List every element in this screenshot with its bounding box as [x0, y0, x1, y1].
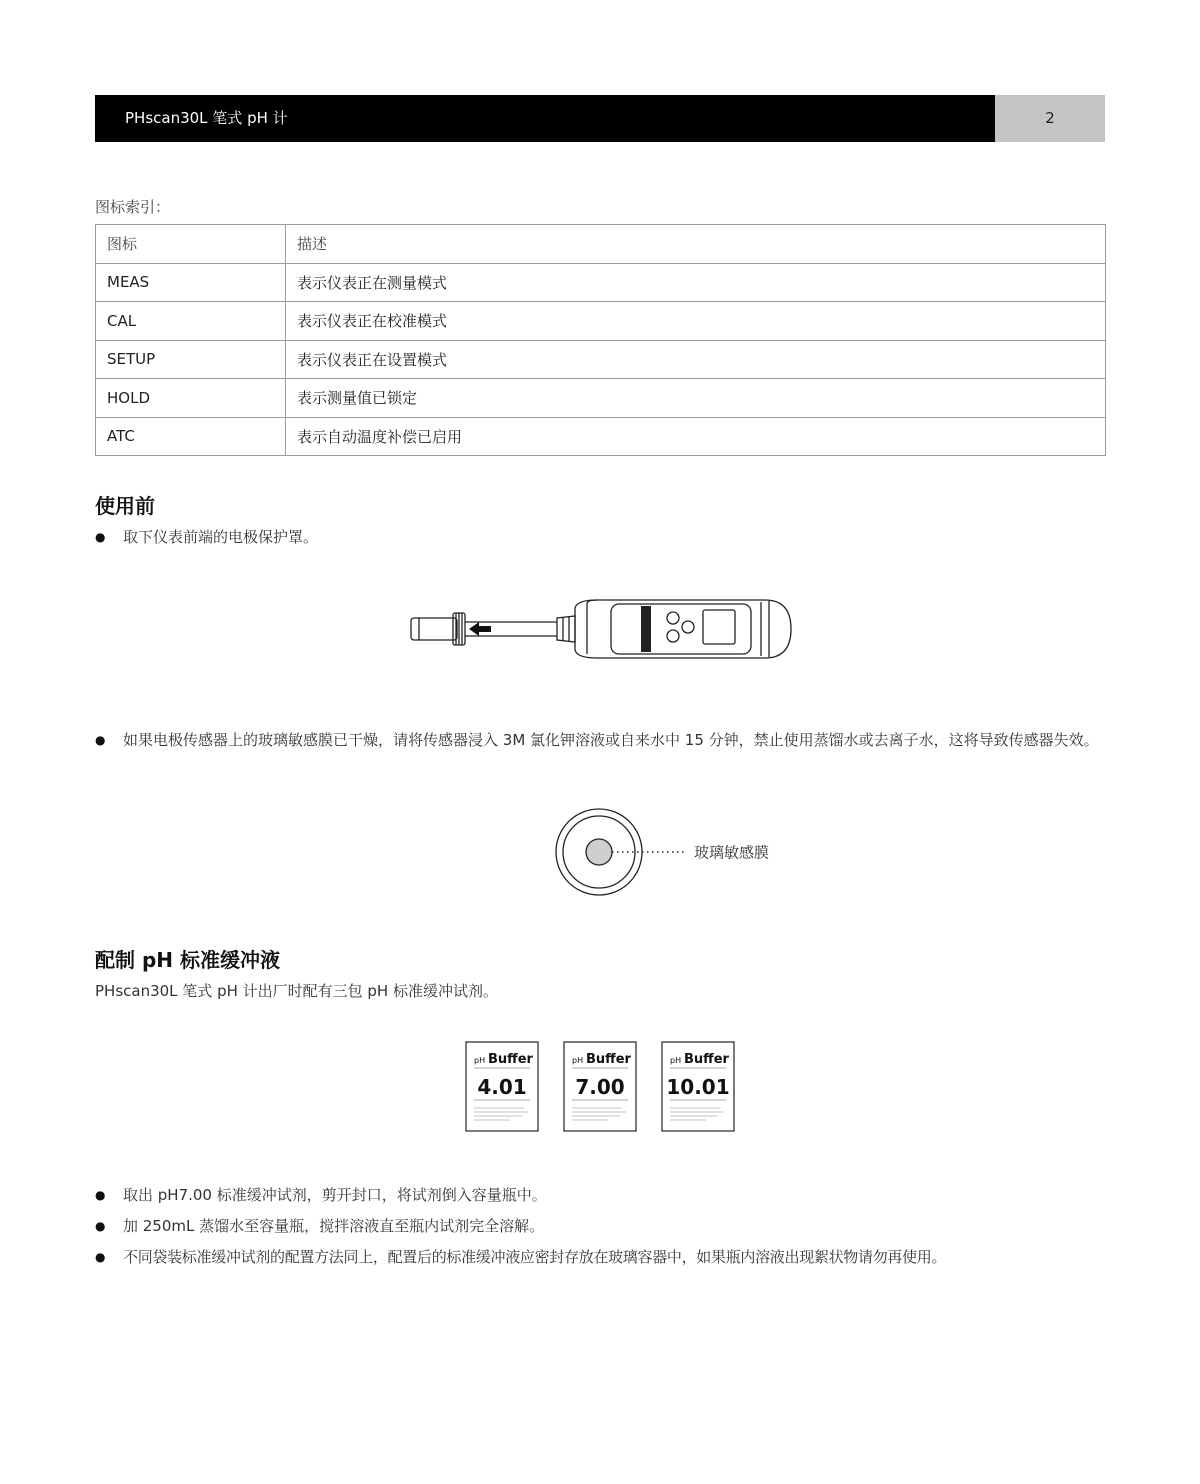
bullet-icon: ●: [95, 530, 106, 544]
bullet-icon: ●: [95, 1250, 106, 1264]
bullet-text: 不同袋装标准缓冲试剂的配置方法同上，配置后的标准缓冲液应密封存放在玻璃容器中，如果瓶内溶液出现絮状物请勿再使用。: [123, 1248, 947, 1266]
icon-code-cell: CAL: [96, 302, 286, 341]
icon-description-cell: 表示仪表正在测量模式: [286, 263, 1106, 302]
buffer-intro: PHscan30L 笔式 pH 计出厂时配有三包 pH 标准缓冲试剂。: [95, 982, 498, 1000]
packet-value: 10.01: [666, 1075, 730, 1099]
bullet-text: 取下仪表前端的电极保护罩。: [123, 528, 319, 546]
list-item: [95, 1211, 1107, 1241]
ph-pen-illustration: [405, 596, 795, 662]
page-header: [95, 95, 1105, 142]
icon-index-table: [95, 224, 1106, 456]
column-header-description: 描述: [286, 225, 1106, 264]
icon-description-cell: 表示自动温度补偿已启用: [286, 417, 1106, 456]
table-row: [96, 417, 1106, 456]
icon-code-cell: HOLD: [96, 379, 286, 418]
list-item: [95, 725, 1107, 755]
bullet-icon: ●: [95, 1188, 106, 1202]
before-use-heading: 使用前: [95, 494, 155, 518]
icon-description-cell: 表示测量值已锁定: [286, 379, 1106, 418]
icon-code-cell: MEAS: [96, 263, 286, 302]
list-item: [95, 1180, 1107, 1210]
table-row: [96, 302, 1106, 341]
glass-membrane-illustration: [552, 806, 802, 898]
packet-name: Buffer: [488, 1052, 533, 1067]
buffer-packets-illustration: [462, 1040, 742, 1136]
membrane-label: 玻璃敏感膜: [694, 843, 770, 862]
icon-code-cell: SETUP: [96, 340, 286, 379]
icon-description-cell: 表示仪表正在设置模式: [286, 340, 1106, 379]
packet-name: Buffer: [684, 1052, 729, 1067]
header-title: PHscan30L 笔式 pH 计: [95, 95, 995, 142]
icon-description-cell: 表示仪表正在校准模式: [286, 302, 1106, 341]
bullet-text: 加 250mL 蒸馏水至容量瓶，搅拌溶液直至瓶内试剂完全溶解。: [123, 1217, 545, 1235]
packet-prefix: pH: [474, 1056, 486, 1065]
icon-index-caption: 图标索引：: [95, 198, 171, 216]
buffer-packet: [564, 1042, 636, 1131]
packet-value: 7.00: [575, 1075, 625, 1099]
page-number: 2: [995, 95, 1105, 142]
table-row: [96, 263, 1106, 302]
bullet-icon: ●: [95, 733, 106, 747]
column-header-icon: 图标: [96, 225, 286, 264]
bullet-text: 如果电极传感器上的玻璃敏感膜已干燥，请将传感器浸入 3M 氯化钾溶液或自来水中 15 分钟，禁止使用蒸馏水或去离子水，这将导致传感器失效。: [123, 731, 1099, 749]
packet-name: Buffer: [586, 1052, 631, 1067]
table-header-row: [96, 225, 1106, 264]
list-item: [95, 1242, 1107, 1272]
buffer-packet: [466, 1042, 538, 1131]
buffer-heading: 配制 pH 标准缓冲液: [95, 948, 280, 972]
bullet-text: 取出 pH7.00 标准缓冲试剂，剪开封口，将试剂倒入容量瓶中。: [123, 1186, 547, 1204]
icon-code-cell: ATC: [96, 417, 286, 456]
packet-prefix: pH: [572, 1056, 584, 1065]
buffer-packet: [662, 1042, 734, 1131]
table-row: [96, 340, 1106, 379]
list-item: [95, 522, 1107, 552]
packet-value: 4.01: [477, 1075, 527, 1099]
table-row: [96, 379, 1106, 418]
packet-prefix: pH: [670, 1056, 682, 1065]
bullet-icon: ●: [95, 1219, 106, 1233]
